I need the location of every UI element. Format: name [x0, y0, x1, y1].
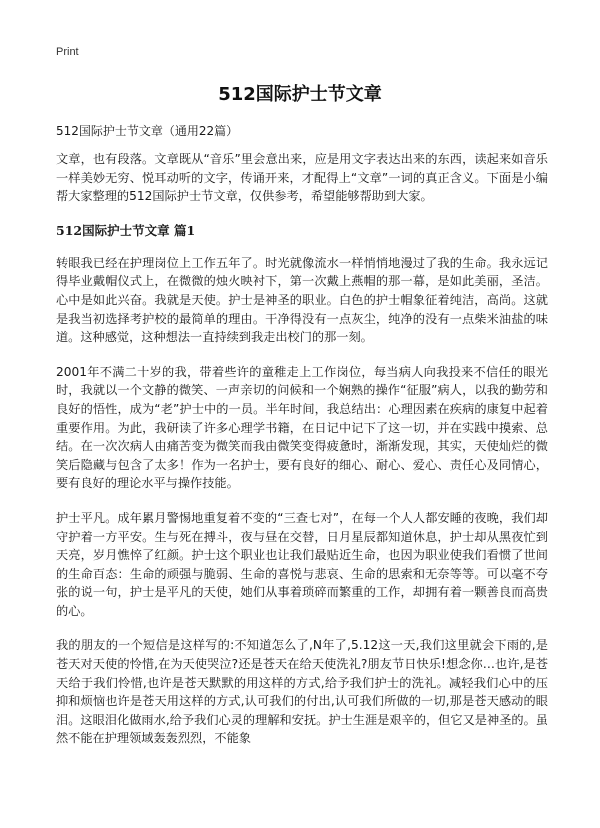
body-paragraph-1: 转眼我已经在护理岗位上工作五年了。时光就像流水一样悄悄地漫过了我的生命。我永远记得毕业戴帽仪式上，在微微的烛火映衬下，第一次戴上燕帽的那一幕，是如此美丽，圣洁。心中是如此兴奋。我就是天使。护士是神圣的职业。白色的护士帽象征着纯洁，高尚。这就是我当初选择考护校的最简单的理由。干净得没有一点灰尘，纯净的没有一点柴米油盐的味道。这种感觉，这种想法一直持续到我走出校门的那一刻。 [56, 255, 548, 345]
body-paragraph-2: 2001年不满二十岁的我，带着些许的童稚走上工作岗位，每当病人向我投来不信任的眼光时，我就以一个文静的微笑、一声亲切的问候和一个娴熟的操作“征服”病人，以我的勤劳和良好的悟性，成为“老”护士中的一员。半年时间，我总结出：心理因素在疾病的康复中起着重要作用。为此，我研读了许多心理学书籍，在日记中记下了这一切，并在实践中摸索、总结。在一次次病人由痛苦变为微笑而我由微笑变得疲惫时，渐渐发现，其实，天使灿烂的微笑后隐藏与包含了太多！作为一名护士，要有良好的细心、耐心、爱心、责任心及同情心，要有良好的理论水平与操作技能。 [56, 364, 548, 491]
section-heading: 512国际护士节文章 篇1 [56, 222, 196, 238]
page-title: 512国际护士节文章 [218, 84, 382, 105]
body-paragraph-3: 护士平凡。成年累月警惕地重复着不变的“三查七对”，在每一个人人都安睡的夜晚，我们却守护着一方平安。生与死在搏斗，夜与昼在交替，日月星辰都知道休息，护士却从黑夜忙到天亮，岁月憔悴了红颜。护士这个职业也让我们最贴近生命，也因为职业使我们看惯了世间的生命百态：生命的顽强与脆弱、生命的喜悦与悲哀、生命的思索和无奈等等。可以毫不夸张的说一句，护士是平凡的天使，她们从事着琐碎而繁重的工作，却拥有着一颗善良而高贵的心。 [56, 510, 548, 618]
print-label: Print [56, 46, 79, 58]
body-paragraph-4: 我的朋友的一个短信是这样写的:不知道怎么了,N年了,5.12这一天,我们这里就会下雨的,是苍天对天使的怜惜,在为天使哭泣?还是苍天在给天使洗礼?朋友节日快乐!想念你…也许,是苍天给于我们怜惜,也许是苍天默默的用这样的方式,给予我们护士的洗礼。减轻我们心中的压抑和烦恼也许是苍天用这样的方式,认可我们的付出,认可我们所做的一切,那是苍天感动的眼泪。这眼泪化做雨水,给予我们心灵的理解和安抚。护士生涯是艰辛的，但它又是神圣的。虽然不能在护理领域轰轰烈烈，不能象 [56, 638, 548, 746]
intro-paragraph: 文章，也有段落。文章既从“音乐”里会意出来，应是用文字表达出来的东西，读起来如音乐一样美妙无穷、悦耳动听的文字，传诵开来，才配得上“文章”一词的真正含义。下面是小编帮大家整理的512国际护士节文章，仅供参考，希望能够帮助到大家。 [56, 152, 548, 204]
article-body [56, 122, 548, 764]
article-subtitle: 512国际护士节文章（通用22篇） [56, 124, 239, 138]
